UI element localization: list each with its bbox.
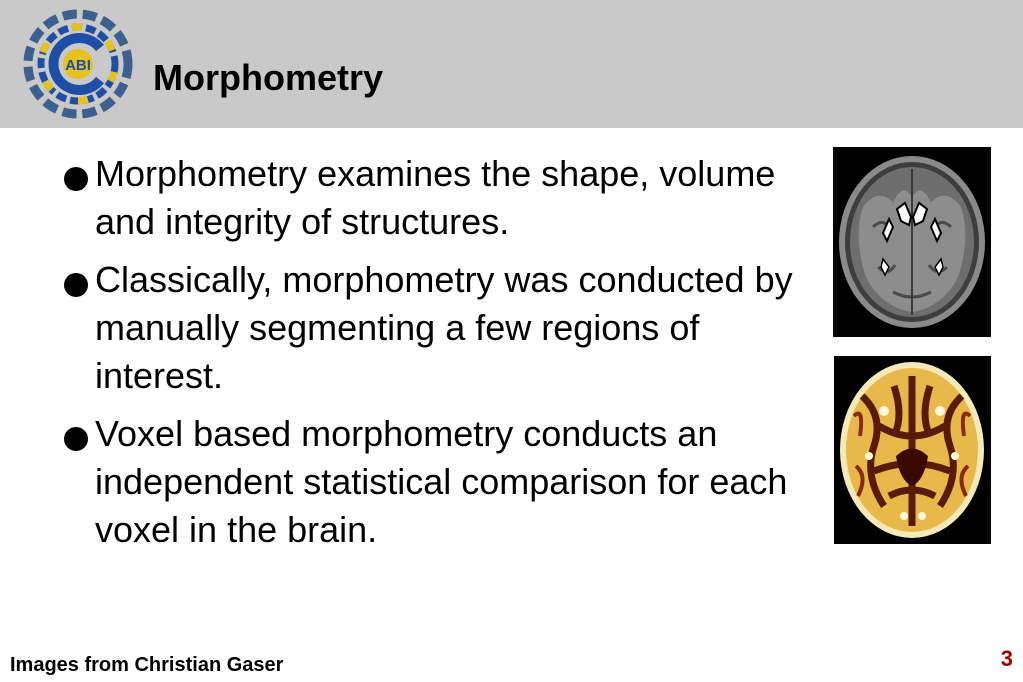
bullet-item: [62, 410, 807, 554]
page-number: 3: [1000, 646, 1013, 671]
abi-logo: [22, 8, 134, 120]
bullet-list: [62, 150, 807, 564]
logo-text: ABI: [65, 57, 91, 74]
bullet-item: [62, 150, 807, 246]
bullet-text: Voxel based morphometry conducts an independent statistical comparison for each voxel in the brain.: [95, 413, 788, 550]
bullet-text: Classically, morphometry was conducted by manually segmenting a few regions of interest.: [95, 259, 793, 396]
header-bar: [0, 0, 1023, 128]
bullet-text: Morphometry examines the shape, volume and integrity of structures.: [95, 153, 776, 242]
image-credit: Images from Christian Gaser: [10, 654, 284, 676]
bullet-item: [62, 256, 807, 400]
slide-title: Morphometry: [153, 57, 384, 98]
bullet-dot-icon: [64, 273, 88, 297]
brain-mri-axial-image: [833, 147, 991, 337]
brain-vbm-map-image: [834, 356, 991, 544]
bullet-dot-icon: [64, 167, 88, 191]
bullet-dot-icon: [64, 427, 88, 451]
